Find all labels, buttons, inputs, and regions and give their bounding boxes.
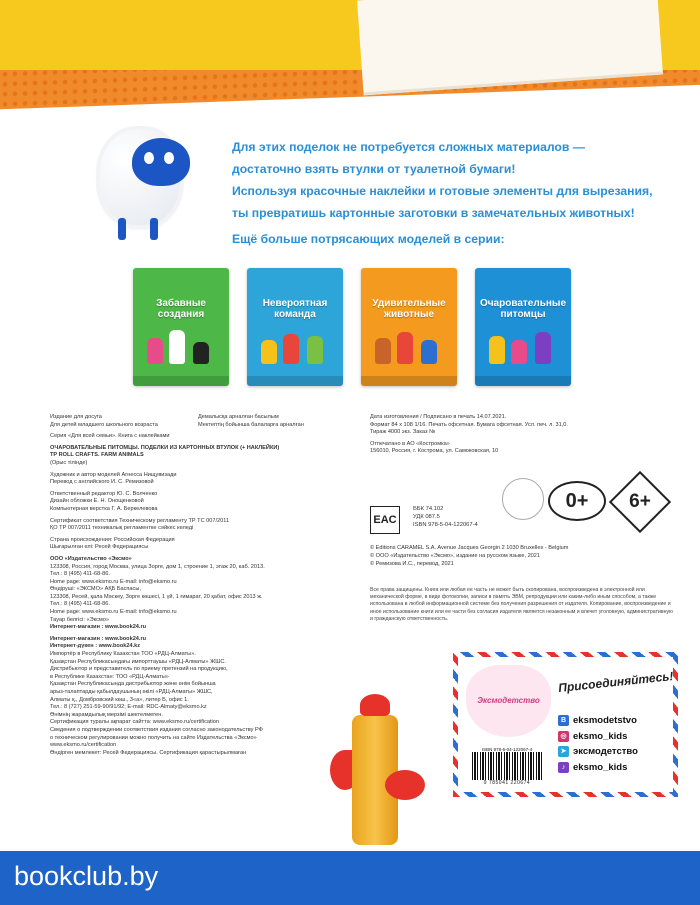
imprint-line: 123308, Ресей, қала Мәскеу, Зорге көшесі, 1 үй, 1 ғимарат, 20 қабат, офис 2013 ж.: [50, 593, 263, 600]
imprint-line: 123308, Россия, город Москва, улица Зорге, дом 1, строение 1, этаж 20, каб. 2013.: [50, 563, 265, 570]
imprint-line: Дата изготовления / Подписано в печать 14.07.2021.: [370, 414, 507, 420]
imprint-line: Импортёр в Республику Казахстан ТОО «РДЦ-Алматы».: [50, 651, 196, 658]
series-book: [361, 268, 457, 386]
udk-code: УДК 087.5: [413, 514, 440, 520]
copyright-block: [370, 545, 670, 568]
imprint-line: Издание для досуга: [50, 414, 102, 420]
imprint-line: www.eksmo.ru/certification: [50, 742, 117, 749]
barcode-isbn: ISBN 978-5-04-122067-4: [481, 747, 533, 752]
footer-bar: [0, 851, 700, 905]
imprint-line: Перевод с английского И. С. Ремизовой: [50, 479, 154, 486]
imprint-line: TP ROLL CRAFTS. FARM ANIMALS: [50, 452, 144, 459]
intro-line: ты превратишь картонные заготовки в замечательных животных!: [232, 206, 635, 220]
imprint-line: ОЧАРОВАТЕЛЬНЫЕ ПИТОМЦЫ. ПОДЕЛКИ ИЗ КАРТОННЫХ ВТУЛОК (+ НАКЛЕЙКИ): [50, 444, 280, 451]
book-title: Очаровательные питомцы: [479, 298, 567, 320]
imprint-line: Серия «Для всей семьи». Книга с наклейками: [50, 433, 170, 440]
imprint-line: Художник и автор моделей Агнесса Нищувизади: [50, 471, 177, 478]
imprint-line: Интернет-магазин : www.book24.ru: [50, 635, 147, 642]
imprint-line: Дизайн обложки Е. Н. Онощенковой: [50, 498, 144, 505]
imprint-line: Страна происхождения: Российская Федерация: [50, 536, 175, 543]
social-links: [558, 713, 638, 775]
telegram-icon: ➤: [558, 746, 569, 757]
imprint-line: ООО «Издательство «Эксмо»: [50, 555, 132, 562]
book-title: Удивительные животные: [372, 298, 446, 320]
barcode-number: 9 785041 220674: [483, 780, 531, 786]
imprint-line: Тел.: 8 (495) 411-68-86.: [50, 601, 110, 608]
imprint-line: Home page: www.eksmo.ru E-mail: info@eksmo.ru: [50, 609, 177, 616]
imprint-line: Өнімнің жарамдылық мерзімі шектелмеген.: [50, 711, 163, 718]
library-codes: [413, 505, 478, 529]
series-book: [247, 268, 343, 386]
intro-text: [232, 136, 672, 250]
eksmodetstvo-logo: Эксмодетство: [466, 665, 551, 737]
barcode: [472, 747, 542, 787]
intro-line: достаточно взять втулки от туалетной бумаги!: [232, 162, 516, 176]
series-book: [475, 268, 571, 386]
book-title: Забавные создания: [156, 298, 206, 320]
imprint-line: Тел.: 8 (727) 251-59-90/91/92; E-mail: RDC-Almaty@eksmo.kz: [50, 704, 207, 711]
imprint-line: Сведения о подтверждении соответствия издания согласно законодательству РФ: [50, 726, 263, 733]
imprint-line: Сертификация туралы ақпарат сайтта: www.eksmo.ru/certification: [50, 719, 220, 726]
imprint-line: в Республике Казахстан: ТОО «РДЦ-Алматы»: [50, 673, 169, 680]
vk-icon: В: [558, 715, 569, 726]
imprint-line: Для детей младшего школьного возраста: [50, 421, 158, 428]
social-link[interactable]: ♪ eksmo_kids: [558, 760, 638, 776]
copyright-line: © Editions CARAMEL S.A. Avenue Jacques Georgin 2 1030 Bruxelles - Belgium: [370, 545, 569, 551]
imprint-line: Демалысқа арналған басылым: [198, 414, 279, 420]
imprint-line: Интернет-дүкен : www.book24.kz: [50, 643, 141, 650]
imprint-line: арыз-талаптарды қабылдаушының өкілі «РДЦ-Алматы» ЖШС,: [50, 689, 213, 695]
imprint-line: Шығарылған елі: Ресей Федерациясы: [50, 544, 149, 551]
sheep-craft-image: [90, 118, 205, 243]
social-link[interactable]: ◎ eksmo_kids: [558, 729, 638, 745]
social-postcard: [453, 652, 678, 797]
certification-seal-icon: [502, 478, 544, 520]
copyright-line: © ООО «Издательство «Эксмо», издание на русском языке, 2021: [370, 552, 541, 559]
series-heading: Ещё больше потрясающих моделей в серии:: [232, 232, 505, 246]
eac-mark: EAC: [370, 506, 400, 534]
join-us-heading: Присоединяйтесь!: [557, 668, 675, 696]
imprint-line: Тел.: 8 (495) 411-68-86.: [50, 571, 110, 578]
imprint-left-column: [50, 414, 360, 757]
imprint-line: 156010, Россия, г. Кострома, ул. Самоковская, 10: [370, 448, 499, 455]
intro-line: Используя красочные наклейки и готовые элементы для вырезания,: [232, 184, 653, 198]
imprint-mid-column: [198, 414, 348, 429]
imprint-line: Формат 84 x 108 1/16. Печать офсетная. Бумага офсетная. Усл. печ. л. 31,0.: [370, 421, 568, 428]
imprint-line: ҚО ТР 007/2011 техникалық регламентке сәйкес келеді: [50, 525, 194, 532]
imprint-line: Өндіруші: «ЭКСМО» АҚБ Баспасы,: [50, 586, 141, 593]
rooster-craft-image: [330, 680, 440, 855]
rights-notice: Все права защищены. Книга или любая ее часть не может быть скопирована, воспроизведена в электронной или механической форме, в виде фотокопии, записи в память ЭВМ, репродукции или каким-либо иным способом, а также использована в любой информационной системе без получения разрешения от издателя. Копирование, воспроизведение и иное использование книги или ее части без согласия издателя является незаконным и влечет уголовную, административную и гражданскую ответственность.: [370, 587, 673, 622]
social-link[interactable]: ➤ эксмодетство: [558, 744, 638, 760]
imprint-line: Қазақстан Республикасында дистрибьютор және өнім бойынша: [50, 681, 216, 688]
social-link[interactable]: В eksmodetstvo: [558, 713, 638, 729]
bbk-code: ББК 74.102: [413, 506, 444, 512]
imprint-line: Компьютерная верстка Г. А. Беркелевова: [50, 505, 158, 512]
isbn-code: ISBN 978-5-04-122067-4: [413, 522, 478, 528]
imprint-line: Дистрибьютор и представитель по приему претензий на продукцию,: [50, 666, 228, 673]
series-books: [133, 268, 573, 388]
imprint-line: Сертификат соответствия Техническому регламенту ТР ТС 007/2011: [50, 517, 230, 524]
age-rating-0: 0+: [548, 481, 606, 521]
instagram-icon: ◎: [558, 731, 569, 742]
imprint-line: Отпечатано в АО «Костромка»: [370, 440, 450, 447]
site-watermark[interactable]: bookclub.by: [14, 861, 159, 891]
imprint-line: Алматы қ., Домбровский көш., 3«а», литер Б, офис 1.: [50, 696, 189, 703]
imprint-line: Home page: www.eksmo.ru E-mail: info@eksmo.ru: [50, 578, 177, 585]
imprint-right-column: [370, 414, 670, 456]
age-rating-6: [609, 471, 671, 533]
imprint-line: Тираж 4000 экз. Заказ №: [370, 429, 436, 436]
book-title: Невероятная команда: [262, 298, 328, 320]
intro-line: Для этих поделок не потребуется сложных материалов —: [232, 140, 585, 154]
imprint-line: о техническом регулировании можно получить на сайте Издательства «Эксмо»: [50, 734, 257, 741]
tiktok-icon: ♪: [558, 762, 569, 773]
age-rating-6-label: 6+: [629, 491, 651, 512]
copyright-line: © Ремизова И.С., перевод, 2021: [370, 560, 454, 567]
imprint-line: (Орыс тілінде): [50, 459, 88, 466]
series-book: [133, 268, 229, 386]
imprint-line: Қазақстан Республикасындағы импорттаушы «РДЦ-Алматы» ЖШС.: [50, 658, 226, 665]
imprint-line: Мектептің бойынша балаларға арналған: [198, 421, 304, 428]
imprint-line: Ответственный редактор Ю. С. Волченко: [50, 490, 158, 497]
imprint-line: Өндірген мемлекет: Ресей Федерациясы. Сертификация қарастырылмаған: [50, 749, 247, 756]
imprint-line: Интернет-магазин : www.book24.ru: [50, 624, 147, 631]
imprint-line: Тауар белгісі: «Эксмо»: [50, 616, 109, 623]
